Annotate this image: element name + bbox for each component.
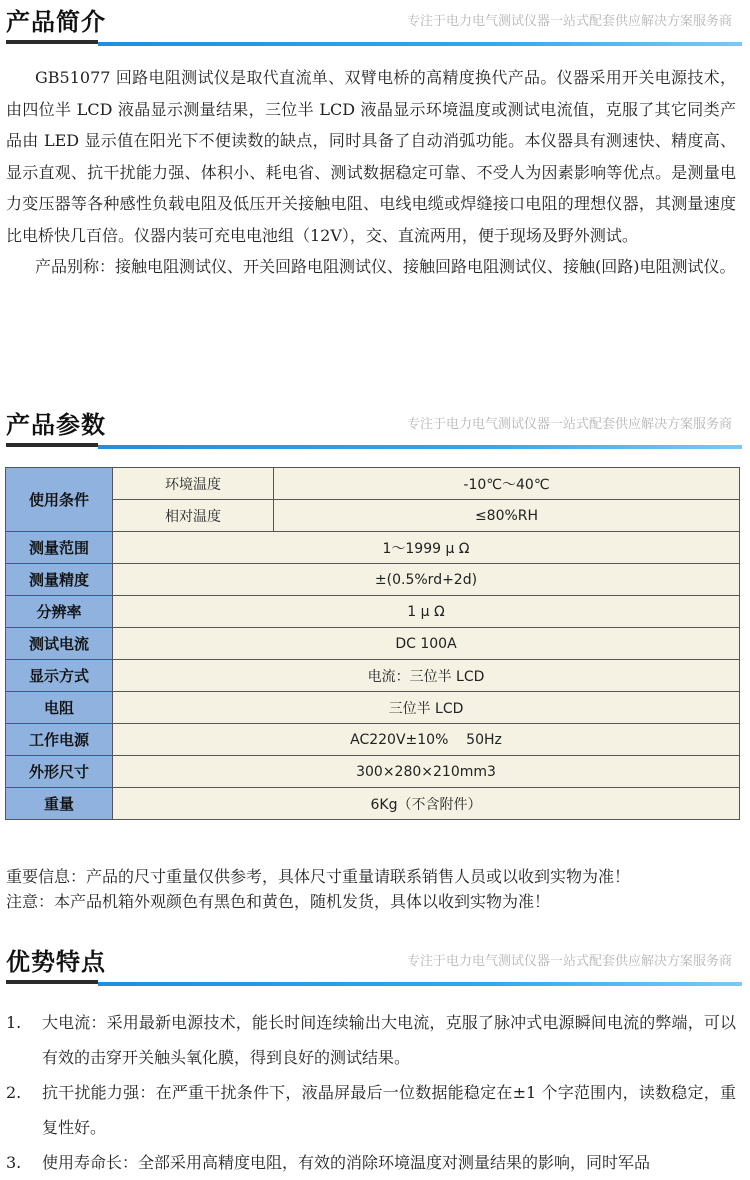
param-value: 1～1999 μ Ω <box>113 532 740 564</box>
table-row <box>6 692 740 724</box>
params-header <box>0 403 750 447</box>
features-slogan: 专注于电力电气测试仪器一站式配套供应解决方案服务商 <box>406 954 732 969</box>
param-value: ±(0.5%rd+2d) <box>113 564 740 596</box>
param-label: 分辨率 <box>6 596 113 628</box>
usage-sub-label: 相对温度 <box>113 500 274 532</box>
table-row <box>6 724 740 756</box>
intro-header <box>0 0 750 44</box>
param-value: 1 μ Ω <box>113 596 740 628</box>
list-text: 大电流：采用最新电源技术，能长时间连续输出大电流，克服了脉冲式电源瞬间电流的弊端，可以有效的击穿开关触头氧化膜，得到良好的测试结果。 <box>42 1013 736 1067</box>
usage-sub-label: 环境温度 <box>113 468 274 500</box>
params-slogan: 专注于电力电气测试仪器一站式配套供应解决方案服务商 <box>406 417 732 432</box>
list-number: 1. <box>6 1013 22 1032</box>
features-section <box>0 940 750 984</box>
param-label: 测试电流 <box>6 628 113 660</box>
notes-block <box>6 864 630 914</box>
param-value: 三位半 LCD <box>113 692 740 724</box>
params-table <box>5 467 740 820</box>
param-value: DC 100A <box>113 628 740 660</box>
param-label: 显示方式 <box>6 660 113 692</box>
header-rule-dark <box>6 443 98 447</box>
list-number: 3. <box>6 1153 22 1172</box>
param-label: 外形尺寸 <box>6 756 113 788</box>
list-text: 使用寿命长：全部采用高精度电阻，有效的消除环境温度对测量结果的影响，同时军品 <box>42 1153 651 1172</box>
note-important: 重要信息：产品的尺寸重量仅供参考，具体尺寸重量请联系销售人员或以收到实物为准！ <box>6 867 631 886</box>
table-row <box>6 756 740 788</box>
note-attention: 注意：本产品机箱外观颜色有黑色和黄色，随机发货，具体以收到实物为准！ <box>6 892 551 911</box>
header-rule-dark <box>6 980 98 984</box>
params-title: 产品参数 <box>6 411 106 439</box>
usage-value: -10℃～40℃ <box>274 468 740 500</box>
table-row <box>6 468 740 500</box>
table-row <box>6 500 740 532</box>
table-row <box>6 532 740 564</box>
usage-label: 使用条件 <box>6 468 113 532</box>
param-value: 300×280×210mm3 <box>113 756 740 788</box>
list-item <box>6 1075 736 1145</box>
list-text: 抗干扰能力强：在严重干扰条件下，液晶屏最后一位数据能稳定在±1 个字范围内，读数稳定，重复性好。 <box>42 1083 736 1137</box>
intro-section <box>0 0 750 283</box>
header-rule-blue <box>98 445 742 449</box>
param-label: 测量范围 <box>6 532 113 564</box>
table-row <box>6 596 740 628</box>
features-header <box>0 940 750 984</box>
param-label: 重量 <box>6 788 113 820</box>
param-label: 电阻 <box>6 692 113 724</box>
param-label: 工作电源 <box>6 724 113 756</box>
param-value: AC220V±10% 50Hz <box>113 724 740 756</box>
param-value: 电流：三位半 LCD <box>113 660 740 692</box>
header-rule-blue <box>98 42 742 46</box>
usage-value: ≤80%RH <box>274 500 740 532</box>
param-value: 6Kg（不含附件） <box>113 788 740 820</box>
table-row <box>6 788 740 820</box>
intro-title: 产品简介 <box>6 8 106 36</box>
header-rule-blue <box>98 982 742 986</box>
list-item <box>6 1005 736 1075</box>
list-number: 2. <box>6 1083 22 1102</box>
table-row <box>6 660 740 692</box>
intro-paragraph-1: GB51077 回路电阻测试仪是取代直流单、双臂电桥的高精度换代产品。仪器采用开关电源技术，由四位半 LCD 液晶显示测量结果，三位半 LCD 液晶显示环境温度或测试电流值，克服了其它同类产品由 LED 显示值在阳光下不便读数的缺点，同时具备了自动消弧功能。本仪器具有测速快、精度高、显示直观、抗干扰能力强、体积小、耗电省、测试数据稳定可靠、不受人为因素影响等优点。是测量电力变压器等各种感性负载电阻及低压开关接触电阻、电线电缆或焊缝接口电阻的理想仪器，其测量速度比电桥快几百倍。仪器内装可充电电池组（12V），交、直流两用，便于现场及野外测试。 <box>6 68 736 245</box>
header-rule-dark <box>6 40 98 44</box>
param-label: 测量精度 <box>6 564 113 596</box>
intro-slogan: 专注于电力电气测试仪器一站式配套供应解决方案服务商 <box>406 14 732 29</box>
table-row <box>6 628 740 660</box>
params-section <box>0 403 750 447</box>
features-list <box>6 1005 736 1180</box>
table-row <box>6 564 740 596</box>
intro-paragraph-2: 产品别称：接触电阻测试仪、开关回路电阻测试仪、接触回路电阻测试仪、接触(回路)电阻测试仪。 <box>35 257 736 276</box>
features-title: 优势特点 <box>6 948 106 976</box>
